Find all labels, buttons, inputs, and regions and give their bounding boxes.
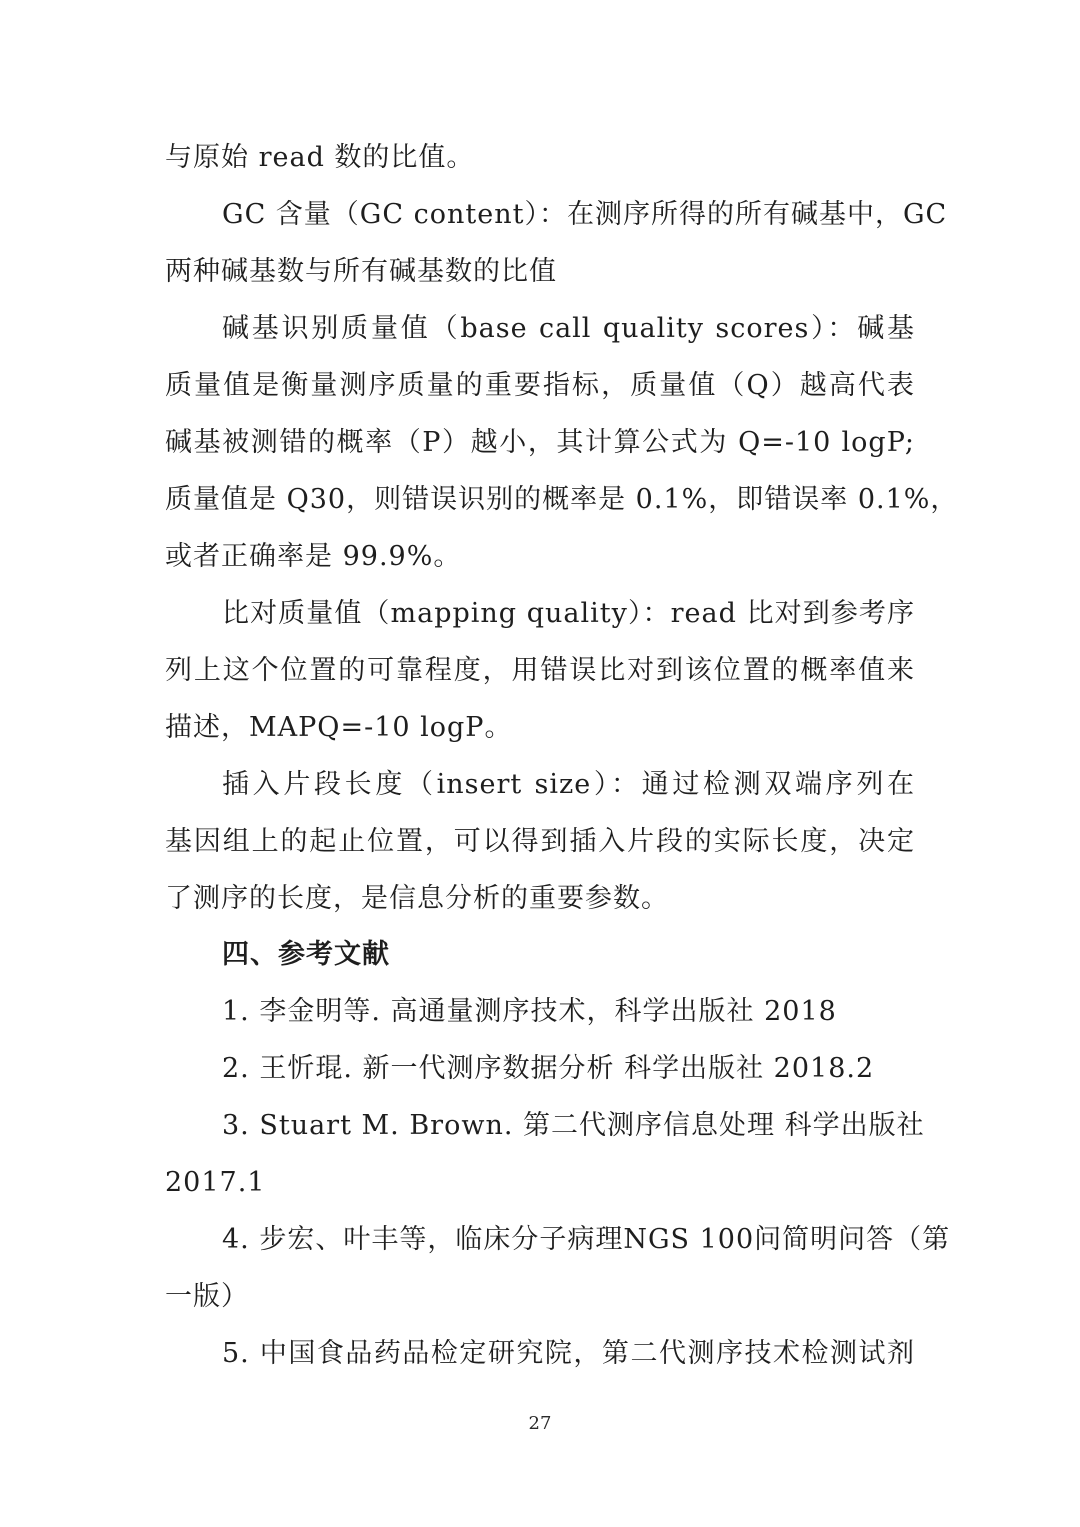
page-number: 27 bbox=[528, 1413, 552, 1434]
paragraph-line: 或者正确率是 99.9%。 bbox=[165, 541, 462, 572]
reference-item: 2. 王忻琨. 新一代测序数据分析 科学出版社 2018.2 bbox=[222, 1053, 875, 1084]
reference-item-continuation: 一版） bbox=[165, 1281, 249, 1312]
reference-item-continuation: 2017.1 bbox=[165, 1167, 266, 1198]
reference-item: 1. 李金明等. 高通量测序技术，科学出版社 2018 bbox=[222, 996, 837, 1027]
paragraph-line: 了测序的长度，是信息分析的重要参数。 bbox=[165, 883, 669, 914]
paragraph-line: 质量值是 Q30，则错误识别的概率是 0.1%，即错误率 0.1%， bbox=[165, 484, 959, 515]
reference-item: 4. 步宏、叶丰等，临床分子病理NGS 100问简明问答（第 bbox=[222, 1224, 951, 1255]
reference-item: 3. Stuart M. Brown. 第二代测序信息处理 科学出版社 bbox=[222, 1110, 925, 1141]
gc-content-definition: GC 含量（GC content）：在测序所得的所有碱基中，GC bbox=[222, 199, 948, 230]
paragraph-line: 两种碱基数与所有碱基数的比值 bbox=[165, 256, 557, 287]
mapping-quality-definition: 比对质量值（mapping quality）：read 比对到参考序 bbox=[222, 598, 915, 629]
paragraph-line: 列上这个位置的可靠程度，用错误比对到该位置的概率值来 bbox=[165, 655, 915, 686]
base-call-quality-definition: 碱基识别质量值（base call quality scores）：碱基 bbox=[222, 313, 915, 344]
insert-size-definition: 插入片段长度（insert size）：通过检测双端序列在 bbox=[222, 769, 915, 800]
reference-item: 5. 中国食品药品检定研究院，第二代测序技术检测试剂 bbox=[222, 1338, 915, 1369]
paragraph-line: 描述，MAPQ=-10 logP。 bbox=[165, 712, 513, 743]
paragraph-line: 与原始 read 数的比值。 bbox=[165, 142, 475, 173]
paragraph-line: 基因组上的起止位置，可以得到插入片段的实际长度，决定 bbox=[165, 826, 915, 857]
paragraph-line: 质量值是衡量测序质量的重要指标，质量值（Q）越高代表 bbox=[165, 370, 915, 401]
paragraph-line: 碱基被测错的概率（P）越小，其计算公式为 Q=-10 logP; bbox=[165, 427, 915, 458]
section-heading-references: 四、参考文献 bbox=[222, 939, 390, 970]
